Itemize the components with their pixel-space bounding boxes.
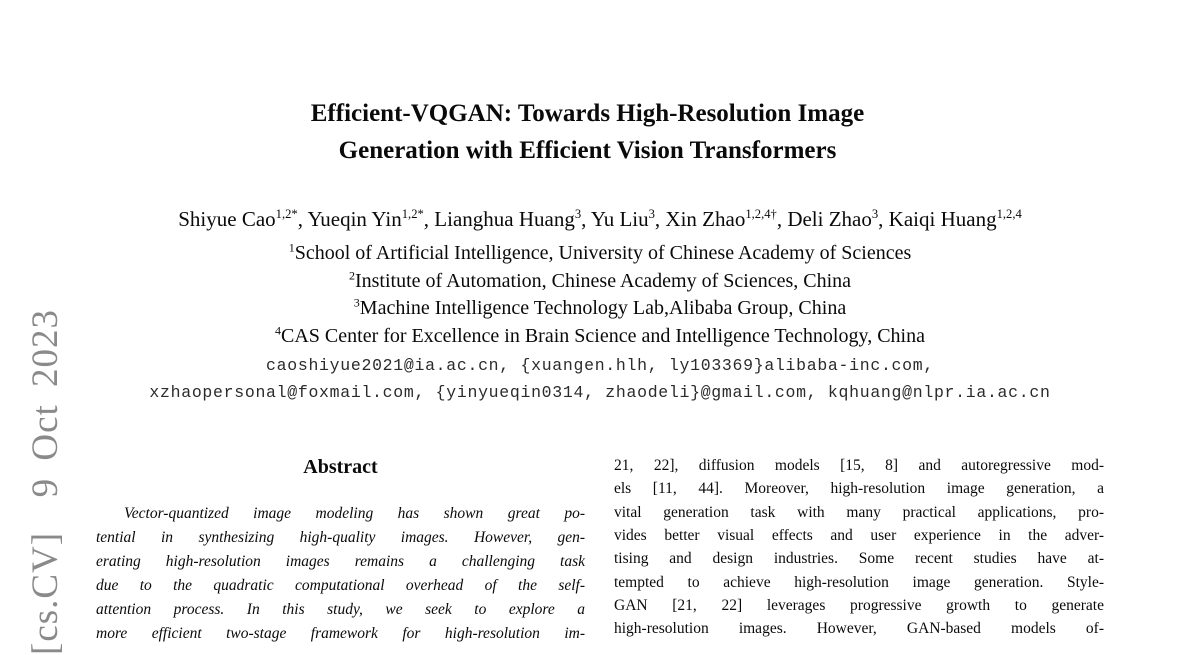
body-line: vital generation task with many practical applications, pro- (614, 503, 1104, 521)
body-line: els [11, 44]. Moreover, high-resolution image generation, a (614, 480, 1104, 498)
author (178, 207, 307, 231)
body-line: high-resolution images. However, GAN-based models of- (614, 620, 1104, 638)
author-separator: , (423, 207, 435, 231)
author-name: Yu Liu (590, 207, 649, 231)
author-superscript: 3 (648, 207, 655, 221)
abstract-line: Vector-quantized image modeling has shown great po- (124, 505, 585, 522)
author-superscript: 3 (871, 207, 879, 221)
author (889, 207, 1022, 231)
affiliation-text: School of Artificial Intelligence, University of Chinese Academy of Sciences (294, 242, 912, 264)
author-name: Xin Zhao (665, 207, 746, 231)
author-name: Lianghua Huang (434, 207, 575, 231)
author-superscript: 3 (574, 207, 582, 221)
right-column (614, 454, 1104, 641)
email-line: caoshiyue2021@ia.ac.cn, {xuangen.hlh, ly103369}alibaba-inc.com, (266, 356, 934, 375)
author-separator: , (654, 207, 666, 231)
left-column (96, 455, 585, 645)
affiliation-text: Institute of Automation, Chinese Academy of Sciences, China (354, 269, 851, 292)
affiliation-text: Machine Intelligence Technology Lab,Alibaba Group, China (359, 297, 847, 319)
affiliation-superscript: 4 (275, 322, 282, 337)
author-superscript: 1,2* (275, 207, 298, 221)
body-line: vides better visual effects and user experience in the adver- (614, 527, 1104, 545)
author-name: Shiyue Cao (178, 207, 276, 231)
author-name: Deli Zhao (787, 207, 872, 231)
author (665, 207, 787, 231)
authors-line (0, 204, 1200, 234)
author-separator: , (776, 207, 788, 231)
affiliation-text: CAS Center for Excellence in Brain Science and Intelligence Technology, China (281, 324, 925, 347)
email-line: xzhaopersonal@foxmail.com, {yinyueqin0314, zhaodeli}@gmail.com, kqhuang@nlpr.ia.ac.cn (149, 383, 1051, 402)
body-line: tising and design industries. Some recent studies have at- (614, 550, 1104, 568)
emails-block (0, 352, 1200, 406)
abstract-line: more efficient two-stage framework for high-resolution im- (96, 624, 585, 642)
arxiv-stamp: [cs.CV] 9 Oct 2023 (25, 308, 66, 655)
affiliation-line (0, 240, 1200, 268)
author-separator: , (878, 207, 889, 231)
affiliation-superscript: 1 (288, 240, 295, 255)
abstract-paragraph (96, 502, 585, 645)
author (591, 207, 666, 231)
affiliation-line (0, 295, 1200, 323)
author (307, 207, 434, 231)
body-line: tempted to achieve high-resolution image generation. Style- (614, 573, 1104, 591)
author-superscript: 1,2* (401, 207, 424, 221)
paper-title-line-2: Generation with Efficient Vision Transformers (338, 137, 837, 164)
abstract-line: erating high-resolution images remains a challenging task (96, 552, 585, 570)
abstract-line: tential in synthesizing high-quality images. However, gen- (96, 528, 585, 546)
affiliation-superscript: 2 (348, 267, 355, 282)
author (787, 207, 888, 231)
affiliation-superscript: 3 (353, 295, 360, 310)
author (434, 207, 591, 231)
affiliation-line (0, 268, 1200, 296)
body-line: 21, 22], diffusion models [15, 8] and autoregressive mod- (614, 457, 1104, 474)
author-separator: , (581, 207, 591, 231)
author-separator: , (297, 207, 308, 231)
author-superscript: 1,2,4† (745, 207, 777, 221)
body-line: GAN [21, 22] leverages progressive growth to generate (614, 597, 1104, 615)
paper-title (0, 95, 1175, 169)
author-name: Yueqin Yin (307, 207, 402, 231)
abstract-heading: Abstract (303, 456, 378, 478)
abstract-line: attention process. In this study, we seek to explore a (96, 600, 585, 618)
paper-title-line-1: Efficient-VQGAN: Towards High-Resolution Image (310, 100, 865, 127)
abstract-line: due to the quadratic computational overhead of the self- (96, 576, 585, 594)
affiliations-block (0, 240, 1200, 350)
author-superscript: 1,2,4 (996, 207, 1022, 221)
affiliation-line (0, 323, 1200, 351)
author-name: Kaiqi Huang (888, 207, 997, 231)
